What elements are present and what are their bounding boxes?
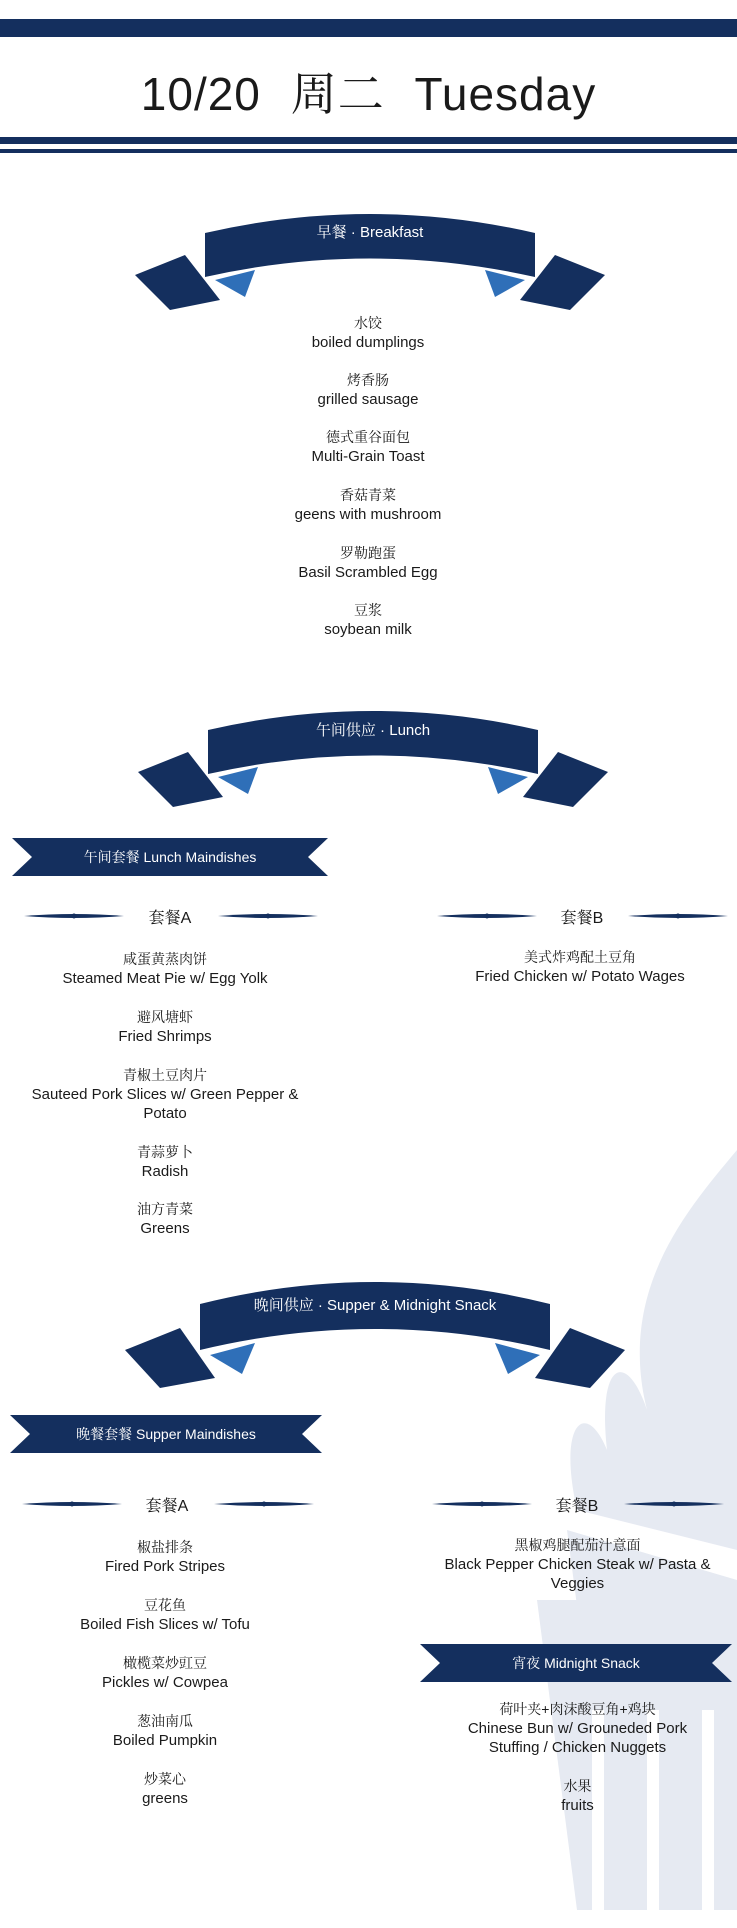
combo-b-label: 套餐B	[555, 1498, 599, 1515]
supper-ribbon-label: 晚间供应 · Supper & Midnight Snack	[253, 1297, 497, 1314]
combo-a-label: 套餐A	[148, 910, 192, 927]
ornament-icon	[437, 910, 537, 922]
supper-maindishes-label: 晚餐套餐 Supper Maindishes	[76, 1426, 256, 1442]
list-item: 椒盐排条 Fired Pork Stripes	[104, 1539, 226, 1575]
list-item: 美式炸鸡配土豆角 Fried Chicken w/ Potato Wages	[475, 949, 685, 985]
list-item: 豆浆 soybean milk	[324, 602, 412, 638]
list-item: 咸蛋黄蒸肉饼 Steamed Meat Pie w/ Egg Yolk	[62, 951, 268, 987]
midnight-snack-label: 宵夜 Midnight Snack	[512, 1655, 640, 1671]
breakfast-ribbon-label: 早餐 · Breakfast	[316, 224, 424, 241]
weekday-zh: 周二	[290, 68, 385, 120]
lunch-ribbon	[133, 702, 613, 812]
header-rule-thin	[0, 149, 737, 153]
ornament-icon	[24, 910, 124, 922]
list-item: 青椒土豆肉片 Sauteed Pork Slices w/ Green Pepper & Potato	[31, 1067, 299, 1122]
ornament-icon	[22, 1498, 122, 1510]
list-item: 葱油南瓜 Boiled Pumpkin	[112, 1713, 218, 1749]
list-item: 油方青菜 Greens	[137, 1201, 193, 1237]
weekday-en: Tuesday	[414, 68, 597, 120]
supper-ribbon	[120, 1270, 630, 1390]
list-item: 水果 fruits	[561, 1778, 594, 1814]
ornament-icon	[624, 1498, 724, 1510]
list-item: 烤香肠 grilled sausage	[317, 372, 419, 408]
page-title	[0, 58, 737, 124]
list-item: 橄榄菜炒豇豆 Pickles w/ Cowpea	[102, 1655, 228, 1691]
list-item: 罗勒跑蛋 Basil Scrambled Egg	[298, 545, 438, 581]
ornament-icon	[628, 910, 728, 922]
list-item: 德式重谷面包 Multi-Grain Toast	[311, 429, 425, 465]
combo-b-label: 套餐B	[560, 910, 604, 927]
list-item: 水饺 boiled dumplings	[311, 315, 425, 351]
list-item: 炒菜心 greens	[142, 1771, 188, 1807]
lunch-ribbon-label: 午间供应 · Lunch	[315, 722, 431, 739]
list-item: 荷叶夹+肉沫酸豆角+鸡块 Chinese Bun w/ Grouneded Pork Stuffing / Chicken Nuggets	[467, 1701, 688, 1756]
breakfast-ribbon	[130, 205, 610, 315]
list-item: 避风塘虾 Fried Shrimps	[118, 1009, 212, 1045]
ornament-icon	[218, 910, 318, 922]
list-item: 香菇青菜 geens with mushroom	[294, 487, 442, 523]
ornament-icon	[214, 1498, 314, 1510]
list-item: 豆花鱼 Boiled Fish Slices w/ Tofu	[80, 1597, 250, 1633]
ornament-icon	[432, 1498, 532, 1510]
list-item: 黑椒鸡腿配茄汁意面 Black Pepper Chicken Steak w/ Pasta & Veggies	[444, 1537, 711, 1592]
date-text: 10/20	[140, 68, 261, 120]
list-item: 青蒜萝卜 Radish	[137, 1144, 193, 1180]
top-bar	[0, 19, 737, 37]
header-rule	[0, 137, 737, 144]
combo-a-label: 套餐A	[145, 1498, 189, 1515]
lunch-maindishes-label: 午间套餐 Lunch Maindishes	[83, 849, 257, 865]
